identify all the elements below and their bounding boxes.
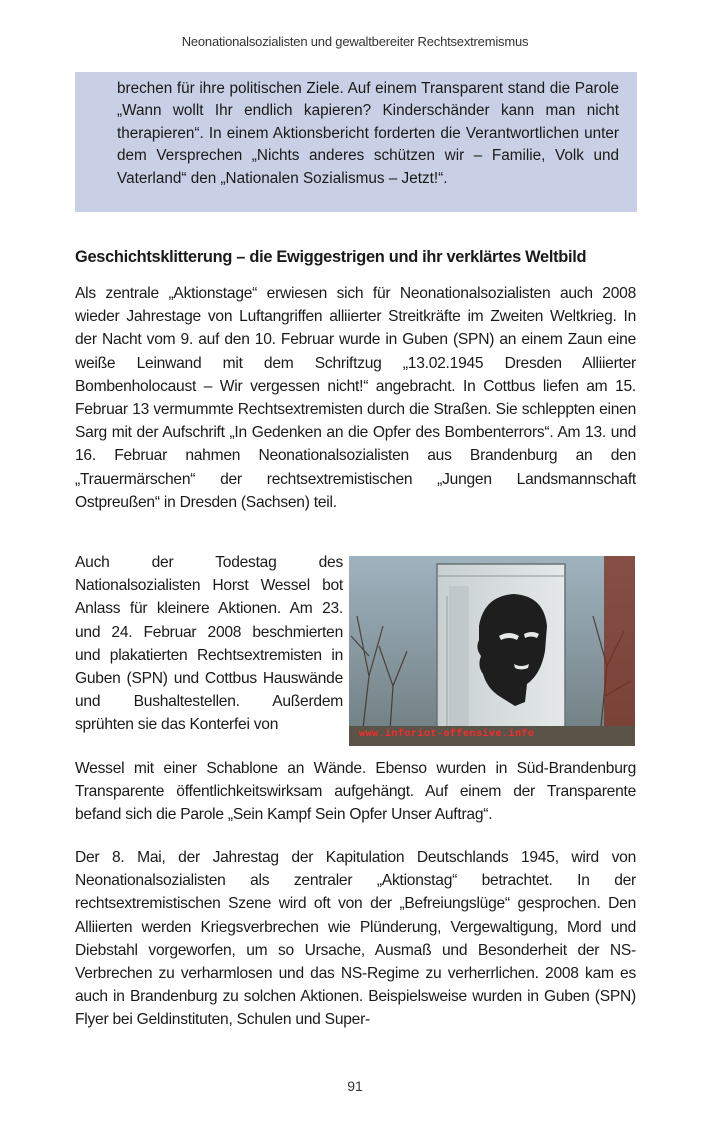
quote-box bbox=[75, 72, 637, 212]
paragraph-may-8: Der 8. Mai, der Jahrestag der Kapitulation Deutschlands 1945, wird von Neonationalsozialisten als zentraler „Aktionstag“ betrachtet. In der rechtsextremistischen Szene wird oft von der „Befreiungslüge“ gesprochen. Den Alliierten werden Kriegsverbrechen wie Plünderung, Vergewaltigung, Mord und Diebstahl vorgeworfen, um so Ursache, Ausmaß und Besonderheit der NS-Verbrechen zu verharmlosen und das NS-Regime zu verherrlichen. 2008 kam es auch in Brandenburg zu solchen Aktionen. Beispielsweise wurden in Guben (SPN) Flyer bei Geldinstituten, Schulen und Super- bbox=[75, 849, 636, 1029]
paragraph-beside-photo: Auch der Todestag des Nationalsozialisten Horst Wessel bot Anlass für kleinere Aktionen. Am 23. und 24. Februar 2008 beschmierten und plakatierten Rechtsextremisten in Guben (SPN) und Cottbus Hauswände und Bushaltestellen. Außerdem sprühten sie das Konterfei von bbox=[75, 554, 343, 734]
paragraph-air-raid-anniversaries: Als zentrale „Aktionstage“ erwiesen sich für Neonationalsozialisten auch 2008 wieder Jahrestage von Luftangriffen alliierter Streitkräfte im Zweiten Weltkrieg. In der Nacht vom 9. auf den 10. Februar wurde in Guben (SPN) an einem Zaun eine weiße Leinwand mit dem Schriftzug „13.02.1945 Dresden Alliierter Bombenholocaust – Wir vergessen nicht!“ angebracht. In Cottbus liefen am 15. Februar 13 vermummte Rechtsextremisten durch die Straßen. Sie schleppten einen Sarg mit der Aufschrift „In Gedenken an die Opfer des Bombenterrors“. Am 13. und 16. Februar nahmen Neonationalsozialisten aus Brandenburg an den „Trauermärschen“ der rechtsextremistischen „Jungen Landsmannschaft Ostpreußen“ in Dresden (Sachsen) teil. bbox=[75, 285, 636, 511]
stencil-graffiti-photo bbox=[349, 556, 635, 746]
photo-illustration bbox=[349, 556, 635, 746]
paragraph-below-photo: Wessel mit einer Schablone an Wände. Ebenso wurden in Süd-Brandenburg Transparente öffentlichkeitswirksam aufgehängt. Auf einem der Transparente befand sich die Parole „Sein Kampf Sein Opfer Unser Auftrag“. bbox=[75, 760, 636, 824]
section-heading: Geschichtsklitterung – die Ewiggestrigen und ihr verklärtes Weltbild bbox=[75, 248, 587, 266]
running-header: Neonationalsozialisten und gewaltbereiter Rechtsextremismus bbox=[181, 34, 529, 49]
quote-box-text: brechen für ihre politischen Ziele. Auf einem Transparent stand die Parole „Wann wollt Ihr endlich kapieren? Kinderschänder kann man nicht therapieren“. In einem Aktionsbericht forderten die Verantwortlichen unter dem Versprechen „Nichts anderes schützen wir – Familie, Volk und Vaterland“ den „Nationalen Sozialismus – Jetzt!“. bbox=[117, 80, 619, 187]
photo-watermark: www.inforiot-offensive.info bbox=[359, 729, 535, 740]
page-number: 91 bbox=[347, 1078, 363, 1094]
